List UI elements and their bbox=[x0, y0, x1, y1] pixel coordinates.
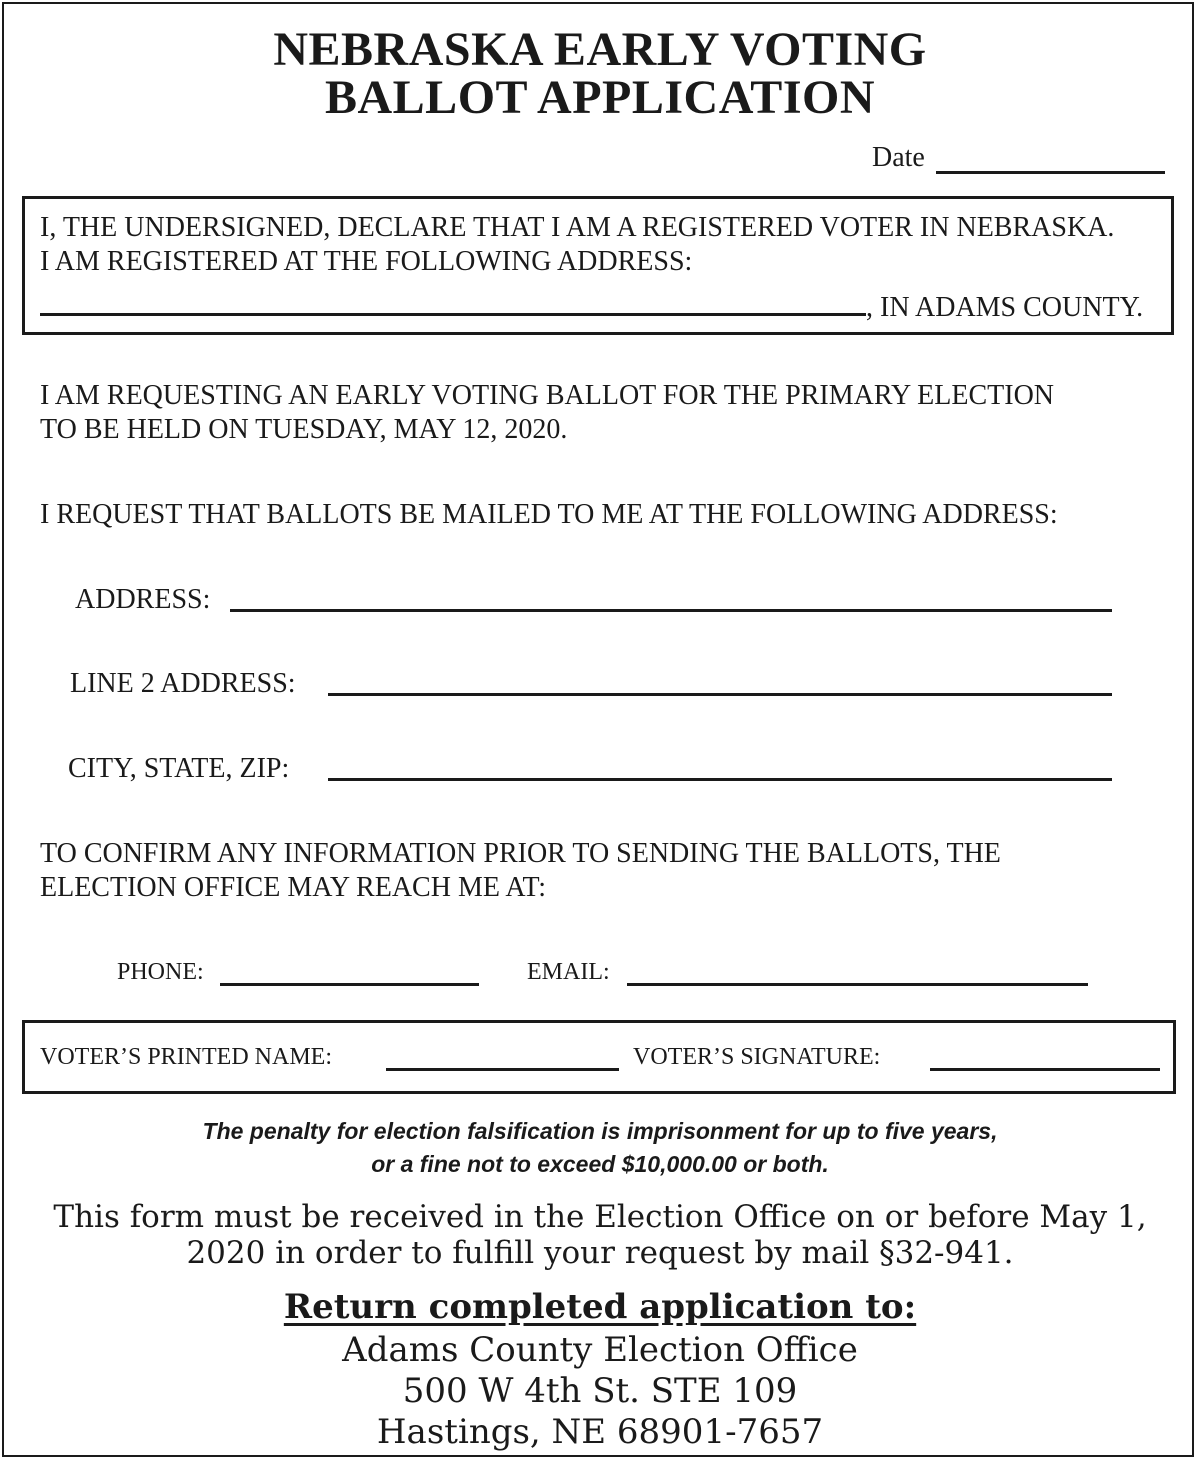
phone-field[interactable] bbox=[220, 983, 479, 986]
signature-field[interactable] bbox=[930, 1068, 1160, 1071]
deadline-line-1: This form must be received in the Election Office on or before May 1, bbox=[53, 1199, 1147, 1235]
city-state-zip-field[interactable] bbox=[328, 778, 1112, 781]
return-heading: Return completed application to: bbox=[283, 1287, 917, 1327]
signature-label: VOTER’S SIGNATURE: bbox=[633, 1044, 881, 1070]
registered-address-field[interactable] bbox=[40, 313, 866, 316]
request-line-2: TO BE HELD ON TUESDAY, MAY 12, 2020. bbox=[40, 414, 568, 445]
printed-name-label: VOTER’S PRINTED NAME: bbox=[40, 1044, 332, 1070]
phone-label: PHONE: bbox=[117, 959, 204, 985]
deadline-line-2: 2020 in order to fulfill your request by mail §32-941. bbox=[186, 1235, 1014, 1271]
form-title-line-1: NEBRASKA EARLY VOTING bbox=[273, 23, 927, 76]
line-2-address-label: LINE 2 ADDRESS: bbox=[70, 668, 296, 699]
county-suffix: , IN ADAMS COUNTY. bbox=[866, 292, 1144, 323]
address-label: ADDRESS: bbox=[75, 584, 211, 615]
printed-name-field[interactable] bbox=[386, 1068, 619, 1071]
address-field[interactable] bbox=[230, 609, 1112, 612]
email-field[interactable] bbox=[627, 983, 1088, 986]
penalty-line-2: or a fine not to exceed $10,000.00 or both. bbox=[371, 1151, 829, 1177]
declaration-line-1: I, THE UNDERSIGNED, DECLARE THAT I AM A REGISTERED VOTER IN NEBRASKA. bbox=[40, 212, 1115, 243]
mail-request-text: I REQUEST THAT BALLOTS BE MAILED TO ME AT THE FOLLOWING ADDRESS: bbox=[40, 499, 1058, 530]
date-label: Date bbox=[872, 142, 925, 173]
city-state-zip-label: CITY, STATE, ZIP: bbox=[68, 753, 290, 784]
return-city: Hastings, NE 68901-7657 bbox=[376, 1412, 824, 1452]
confirm-line-1: TO CONFIRM ANY INFORMATION PRIOR TO SENDING THE BALLOTS, THE bbox=[40, 838, 1001, 869]
confirm-line-2: ELECTION OFFICE MAY REACH ME AT: bbox=[40, 872, 547, 903]
declaration-line-2: I AM REGISTERED AT THE FOLLOWING ADDRESS: bbox=[40, 246, 693, 277]
email-label: EMAIL: bbox=[527, 959, 610, 985]
penalty-line-1: The penalty for election falsification is imprisonment for up to five years, bbox=[202, 1118, 998, 1144]
line-2-address-field[interactable] bbox=[328, 693, 1112, 696]
date-field[interactable] bbox=[936, 171, 1165, 174]
request-line-1: I AM REQUESTING AN EARLY VOTING BALLOT FOR THE PRIMARY ELECTION bbox=[40, 380, 1055, 411]
form-title-line-2: BALLOT APPLICATION bbox=[324, 71, 875, 124]
return-street: 500 W 4th St. STE 109 bbox=[402, 1371, 798, 1411]
return-office: Adams County Election Office bbox=[342, 1330, 858, 1370]
